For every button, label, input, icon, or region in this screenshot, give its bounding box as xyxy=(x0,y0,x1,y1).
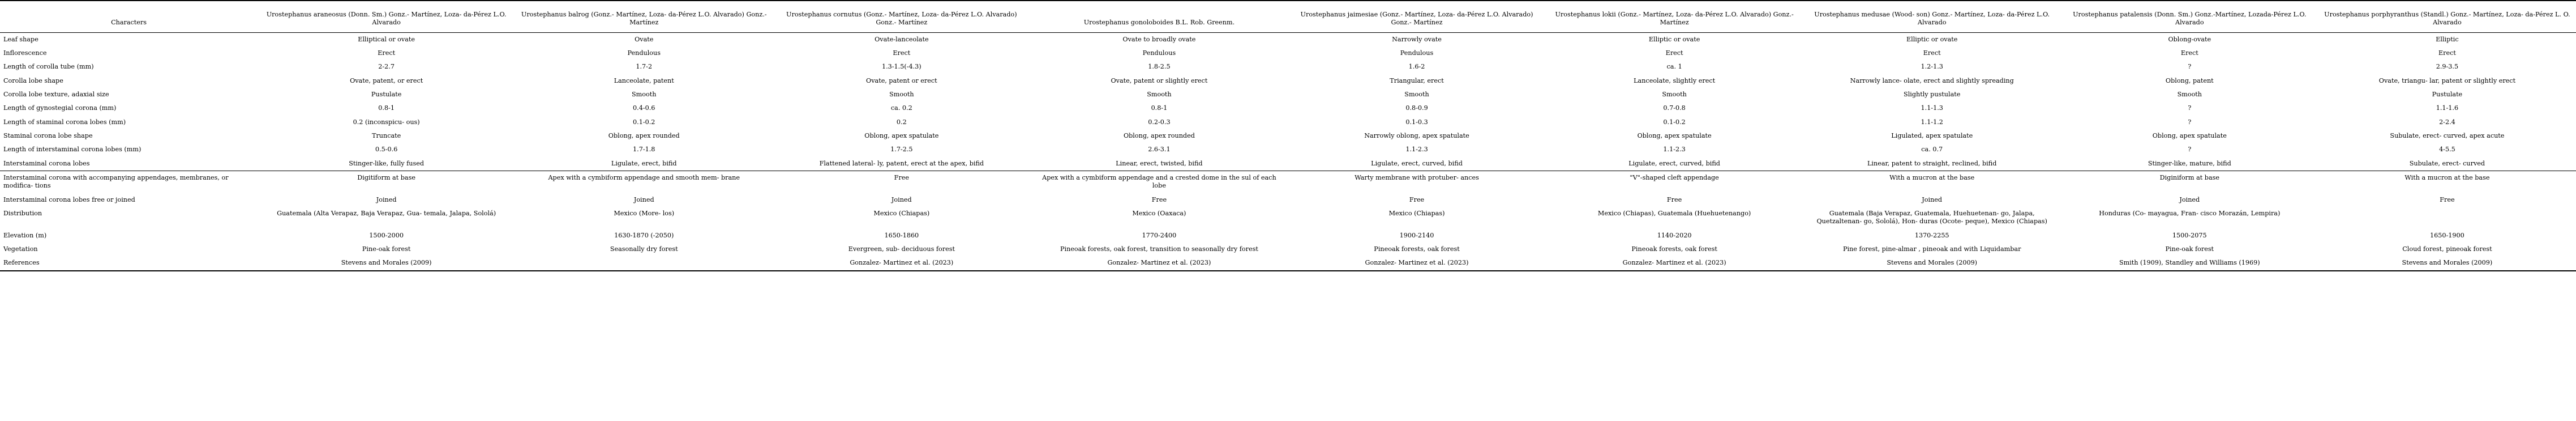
table-cell: Free xyxy=(2440,195,2455,203)
table-row xyxy=(0,193,2576,207)
table-cell: Pine-oak forest xyxy=(2165,245,2214,253)
table-cell: Ovate to broadly ovate xyxy=(1122,35,1196,43)
column-header-species-1 xyxy=(258,1,515,32)
table-cell: Digitiform at base xyxy=(258,171,515,193)
table-row xyxy=(0,157,2576,171)
row-character-label: Length of staminal corona lobes (mm) xyxy=(3,118,126,126)
row-character-label: Vegetation xyxy=(3,245,38,253)
table-cell: Seasonally dry forest xyxy=(610,245,678,253)
table-row xyxy=(0,46,2576,60)
row-character-label: Leaf shape xyxy=(3,35,38,43)
table-cell: Mexico (More- los) xyxy=(614,209,675,217)
table-cell: Oblong, apex rounded xyxy=(1123,131,1195,139)
table-cell: 2.6-3.1 xyxy=(1148,146,1171,154)
row-character-label: Staminal corona lobe shape xyxy=(3,131,93,139)
column-header-characters: Characters xyxy=(0,1,258,32)
table-cell: Oblong, apex spatulate xyxy=(1637,131,1712,139)
table-cell: With a mucron at the base xyxy=(2318,171,2576,193)
table-cell: Oblong-ovate xyxy=(2168,35,2211,43)
table-row xyxy=(0,143,2576,156)
table-cell: 1.7-1.8 xyxy=(633,146,655,154)
table-cell: Mexico (Oaxaca) xyxy=(1132,209,1186,217)
row-character-label: Inflorescence xyxy=(3,49,47,57)
table-cell: Diginiform at base xyxy=(2061,171,2318,193)
row-character-label: Length of corolla tube (mm) xyxy=(3,63,94,71)
table-cell xyxy=(515,256,773,270)
table-cell: 2.9-3.5 xyxy=(2436,63,2459,71)
table-cell: 1.1-2.3 xyxy=(1663,146,1686,154)
table-cell: Pineoak forests, oak forest xyxy=(1374,245,1460,253)
table-cell: Mexico (Chiapas) xyxy=(873,209,930,217)
table-cell: Ovate xyxy=(635,35,654,43)
table-cell: Joined xyxy=(891,195,912,203)
table-cell: Erect xyxy=(893,49,911,57)
row-character-label: Corolla lobe shape xyxy=(3,76,63,84)
table-row xyxy=(0,207,2576,229)
column-header-species-8 xyxy=(2061,1,2318,32)
table-cell: Smooth xyxy=(889,90,914,98)
table-cell: Ligulate, erect, curved, bifid xyxy=(1371,159,1463,167)
table-cell: ca. 0.7 xyxy=(1921,146,1943,154)
row-character-label: Corolla lobe texture, adaxial size xyxy=(3,90,109,98)
table-cell xyxy=(2318,207,2576,229)
table-row xyxy=(0,129,2576,143)
table-cell: Elliptic or ovate xyxy=(1906,35,1958,43)
table-cell: 0.4-0.6 xyxy=(633,104,655,112)
table-row xyxy=(0,88,2576,101)
table-cell: 0.8-1 xyxy=(1151,104,1168,112)
table-cell: 2-2.7 xyxy=(378,63,395,71)
table-cell: 1650-1900 xyxy=(2430,231,2464,239)
table-cell: 1630-1870 (-2050) xyxy=(614,231,674,239)
table-cell: ? xyxy=(2188,104,2192,112)
table-cell: Linear, erect, twisted, bifid xyxy=(1116,159,1203,167)
table-cell: Stevens and Morales (2009) xyxy=(2318,256,2576,270)
table-cell: Erect xyxy=(1665,49,1683,57)
table-row xyxy=(0,74,2576,88)
table-cell: Elliptical or ovate xyxy=(358,35,415,43)
column-header-species-9 xyxy=(2318,1,2576,32)
column-header-species-5 xyxy=(1288,1,1545,32)
table-cell: Apex with a cymbiform appendage and a crested dome in the sul of each lobe xyxy=(1030,171,1288,193)
table-cell: 1.1-1.6 xyxy=(2436,104,2459,112)
table-cell: Pineoak forests, oak forest xyxy=(1631,245,1717,253)
table-cell: Erect xyxy=(378,49,396,57)
table-cell: Smooth xyxy=(1662,90,1687,98)
table-cell: 0.1-0.2 xyxy=(633,118,655,126)
table-cell: 1500-2000 xyxy=(369,231,404,239)
table-cell: Free xyxy=(773,171,1030,193)
table-cell: Erect xyxy=(2438,49,2456,57)
species-name-4: Urostephanus gonoloboides B.L. Rob. Greenm. xyxy=(1083,19,1235,27)
table-cell: Guatemala (Baja Verapaz, Guatemala, Huehuetenan- go, Jalapa, Quetzaltenan- go, Sololá), Hon- duras (Ocote- peque), Mexico (Chiapas) xyxy=(1816,209,2047,226)
table-cell: ca. 0.2 xyxy=(890,104,912,112)
table-cell: Cloud forest, pineoak forest xyxy=(2402,245,2492,253)
table-cell: 1.7-2 xyxy=(636,63,653,71)
row-character-label: Elevation (m) xyxy=(3,231,47,239)
table-cell: 0.8-1 xyxy=(378,104,395,112)
table-cell: Honduras (Co- mayagua, Fran- cisco Morazán, Lempira) xyxy=(2099,209,2281,217)
table-cell: Mexico (Chiapas), Guatemala (Huehuetenango) xyxy=(1597,209,1751,217)
table-cell: Joined xyxy=(376,195,397,203)
species-name-1: Urostephanus araneosus (Donn. Sm.) Gonz.- Martínez, Loza- da-Pérez L.O. Alvarado xyxy=(266,11,507,27)
table-cell: "V"-shaped cleft appendage xyxy=(1546,171,1803,193)
table-cell: Ovate, patent or erect xyxy=(866,76,937,84)
table-cell: Gonzalez- Martinez et al. (2023) xyxy=(1288,256,1545,270)
table-body xyxy=(0,32,2576,270)
table-cell: Flattened lateral- ly, patent, erect at the apex, bifid xyxy=(819,159,984,167)
table-cell: 1.3-1.5(-4.3) xyxy=(881,63,921,71)
table-cell: 1500-2075 xyxy=(2172,231,2207,239)
table-cell: 1.1-1.3 xyxy=(1921,104,1943,112)
table-cell: Smooth xyxy=(1404,90,1429,98)
table-cell: Linear, patent to straight, reclined, bifid xyxy=(1867,159,1997,167)
species-name-9: Urostephanus porphyranthus (Standl.) Gonz.- Martínez, Loza- da-Pérez L. O. Alvarado xyxy=(2324,11,2570,27)
table-cell: 1.1-2.3 xyxy=(1405,146,1428,154)
table-cell: Pineoak forests, oak forest, transition to seasonally dry forest xyxy=(1060,245,1258,253)
column-header-species-6 xyxy=(1546,1,1803,32)
table-cell: Narrowly oblong, apex spatulate xyxy=(1364,131,1469,139)
table-cell: Truncate xyxy=(372,131,401,139)
table-cell: Subulate, erect- curved, apex acute xyxy=(2390,131,2505,139)
table-cell: Gonzalez- Martinez et al. (2023) xyxy=(1546,256,1803,270)
table-cell: Stevens and Morales (2009) xyxy=(1803,256,2061,270)
species-name-2: Urostephanus balrog (Gonz.- Martínez, Loza- da-Pérez L.O. Alvarado) Gonz.- Martínez xyxy=(521,11,767,27)
table-cell: 4-5.5 xyxy=(2439,146,2455,154)
column-header-species-7 xyxy=(1803,1,2061,32)
table-cell: Pendulous xyxy=(1400,49,1434,57)
table-cell: 1140-2020 xyxy=(1657,231,1692,239)
table-cell: Pine forest, pine-almar , pineoak and with Liquidambar xyxy=(1842,245,2021,253)
table-cell: 1.7-2.5 xyxy=(890,146,913,154)
row-character-label: Interstaminal corona with accompanying appendages, membranes, or modifica- tions xyxy=(0,171,258,193)
table-cell: Stinger-like, fully fused xyxy=(349,159,425,167)
table-cell: Narrowly ovate xyxy=(1392,35,1442,43)
table-cell: Lanceolate, slightly erect xyxy=(1634,76,1716,84)
table-header-row xyxy=(0,1,2576,32)
table-cell: Ligulate, erect, curved, bifid xyxy=(1628,159,1720,167)
table-cell: Ovate, patent or slightly erect xyxy=(1111,76,1208,84)
row-character-label: Length of gynostegial corona (mm) xyxy=(3,104,117,112)
table-cell: Ligulated, apex spatulate xyxy=(1891,131,1973,139)
table-row xyxy=(0,243,2576,256)
table-cell: Evergreen, sub- deciduous forest xyxy=(848,245,955,253)
table-cell: Smooth xyxy=(632,90,657,98)
table-cell: Free xyxy=(1666,195,1682,203)
table-cell: Gonzalez- Martinez et al. (2023) xyxy=(773,256,1030,270)
table-cell: Elliptic or ovate xyxy=(1648,35,1700,43)
table-cell: Smooth xyxy=(2177,90,2202,98)
table-cell: Ovate, patent, or erect xyxy=(350,76,423,84)
table-cell: ? xyxy=(2188,118,2192,126)
table-cell: Smooth xyxy=(1147,90,1172,98)
table-row xyxy=(0,256,2576,270)
table-cell: Pustulate xyxy=(371,90,402,98)
table-cell: 1650-1860 xyxy=(884,231,919,239)
table-cell: Ligulate, erect, bifid xyxy=(611,159,677,167)
species-name-3: Urostephanus cornutus (Gonz.- Martínez, Loza- da-Pérez L.O. Alvarado) Gonz.- Martínez xyxy=(786,11,1017,27)
table-cell: Joined xyxy=(633,195,654,203)
table-cell: Ovate-lanceolate xyxy=(875,35,929,43)
table-cell: Oblong, apex spatulate xyxy=(2152,131,2227,139)
table-cell: Erect xyxy=(2180,49,2198,57)
table-cell: Joined xyxy=(1922,195,1943,203)
table-cell: 1.6-2 xyxy=(1408,63,1425,71)
table-cell: Lanceolate, patent xyxy=(614,76,674,84)
table-cell: 1.2-1.3 xyxy=(1921,63,1943,71)
table-cell: Erect xyxy=(1923,49,1941,57)
table-cell: ? xyxy=(2188,146,2192,154)
table-cell: ca. 1 xyxy=(1666,63,1682,71)
table-row xyxy=(0,60,2576,74)
table-cell: Mexico (Chiapas) xyxy=(1388,209,1445,217)
table-cell: Pine-oak forest xyxy=(362,245,411,253)
column-header-species-3 xyxy=(773,1,1030,32)
table-cell: Oblong, patent xyxy=(2165,76,2214,84)
row-character-label: References xyxy=(0,256,258,270)
table-cell: 1370-2255 xyxy=(1914,231,1949,239)
table-cell: Subulate, erect- curved xyxy=(2409,159,2485,167)
row-character-label: Distribution xyxy=(3,209,42,217)
table-cell: Gonzalez- Martinez et al. (2023) xyxy=(1030,256,1288,270)
column-header-species-4 xyxy=(1030,1,1288,32)
table-cell: 0.1-0.2 xyxy=(1663,118,1686,126)
table-cell: Slightly pustulate xyxy=(1904,90,1961,98)
table-cell: Narrowly lance- olate, erect and slightly spreading xyxy=(1850,76,2014,84)
table-cell: 0.8-0.9 xyxy=(1405,104,1428,112)
table-cell: 0.2-0.3 xyxy=(1148,118,1171,126)
table-cell: 0.7-0.8 xyxy=(1663,104,1686,112)
table-cell: 0.2 xyxy=(896,118,907,126)
table-cell: Pustulate xyxy=(2432,90,2463,98)
species-name-5: Urostephanus jaimesiae (Gonz.- Martínez, Loza- da-Pérez L.O. Alvarado) Gonz.- Martínez xyxy=(1300,11,1533,27)
table-row xyxy=(0,116,2576,129)
table-cell: Warty membrane with protuber- ances xyxy=(1288,171,1545,193)
species-name-8: Urostephanus patalensis (Donn. Sm.) Gonz.-Martínez, Lozada-Pérez L.O. Alvarado xyxy=(2073,11,2307,27)
table-cell: Smith (1909), Standley and Williams (1969) xyxy=(2061,256,2318,270)
table-cell: 1900-2140 xyxy=(1399,231,1434,239)
table-cell: Guatemala (Alta Verapaz, Baja Verapaz, Gua- temala, Jalapa, Sololá) xyxy=(277,209,496,217)
table-cell: Elliptic xyxy=(2436,35,2459,43)
table-row xyxy=(0,229,2576,243)
table-row xyxy=(0,171,2576,193)
table-row xyxy=(0,101,2576,115)
table-cell: ? xyxy=(2188,63,2192,71)
table-cell: Oblong, apex rounded xyxy=(608,131,680,139)
table-cell: Ovate, triangu- lar, patent or slightly erect xyxy=(2378,76,2516,84)
column-header-species-2 xyxy=(515,1,773,32)
table-cell: Free xyxy=(1151,195,1167,203)
table-row xyxy=(0,32,2576,46)
table-cell: Stevens and Morales (2009) xyxy=(258,256,515,270)
row-character-label: Interstaminal corona lobes xyxy=(3,159,90,167)
table-cell: 1.8-2.5 xyxy=(1148,63,1171,71)
species-name-7: Urostephanus medusae (Wood- son) Gonz.- Martínez, Loza- da-Pérez L.O. Alvarado xyxy=(1814,11,2050,27)
row-character-label: Interstaminal corona lobes free or joined xyxy=(3,195,135,203)
table-cell: Triangular, erect xyxy=(1390,76,1444,84)
table-cell: Apex with a cymbiform appendage and smooth mem- brane xyxy=(515,171,773,193)
table-cell: 0.5-0.6 xyxy=(375,146,398,154)
species-name-6: Urostephanus lokii (Gonz.- Martínez, Loza- da-Pérez L.O. Alvarado) Gonz.- Martínez xyxy=(1555,11,1794,27)
table-cell: 1770-2400 xyxy=(1142,231,1177,239)
row-character-label: Length of interstaminal corona lobes (mm) xyxy=(3,146,142,154)
table-cell: Pendulous xyxy=(1142,49,1176,57)
table-cell: 2-2.4 xyxy=(2439,118,2455,126)
table-head xyxy=(0,1,2576,32)
table-cell: Stinger-like, mature, bifid xyxy=(2148,159,2231,167)
table-cell: 0.1-0.3 xyxy=(1405,118,1428,126)
table-cell: Joined xyxy=(2179,195,2200,203)
table-cell: With a mucron at the base xyxy=(1803,171,2061,193)
table-cell: 0.2 (inconspicu- ous) xyxy=(353,118,420,126)
table-cell: 1.1-1.2 xyxy=(1921,118,1943,126)
table-cell: Oblong, apex spatulate xyxy=(864,131,939,139)
table-cell: Free xyxy=(1409,195,1425,203)
table-cell: Pendulous xyxy=(627,49,661,57)
